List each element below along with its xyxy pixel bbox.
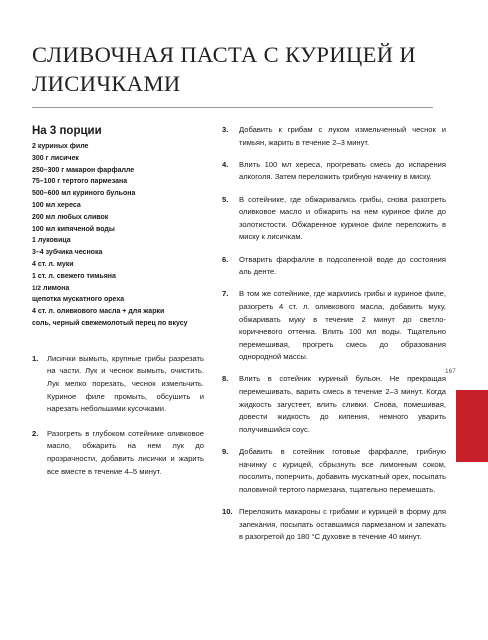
ingredient-item: 100 мл хереса — [32, 201, 81, 209]
steps-list-right — [222, 124, 446, 544]
ingredient-half-lemon-text: лимона — [41, 284, 70, 292]
fraction-half: 1/2 — [32, 284, 42, 292]
step-item — [32, 428, 204, 478]
step-text: Влить в сотейник куриный бульон. Не прекращая перемешивать, варить смесь в течение 2–3 минут. Когда жидкость загустеет, влить сливки. Снова, помешивая, довести жидкость до кипения, немного уварить получившийся соус. — [239, 374, 446, 434]
step-text: Добавить в сотейник готовые фарфалле, грибную начинку с курицей, сбрызнуть все лимонным соком, посолить, поперчить, добавить мускатный орех, посыпать половиной тертого пармезана, тщательно перемешать. — [239, 447, 446, 494]
step-number: 9. — [222, 447, 229, 457]
ingredient-item: соль, черный свежемолотый перец по вкусу — [32, 319, 188, 327]
step-text: В том же сотейнике, где жарились грибы и куриное филе, разогреть 4 ст. л. оливкового масла, добавить муку, обжаривать муку в течение 2 минут до светло-коричневого оттенка. Влить 100 мл воды. Тщательно перемешивая, прогреть смесь до образования однородной массы. — [239, 289, 446, 362]
ingredient-item: 500–600 мл куриного бульона — [32, 190, 136, 198]
ingredient-item: щепотка мускатного ореха — [32, 296, 125, 304]
ingredient-item: 300 г лисичек — [32, 154, 79, 162]
ingredient-item: 1 ст. л. свежего тимьяна — [32, 272, 116, 280]
step-text: В сотейнике, где обжаривались грибы, снова разогреть оливковое масло и обжарить на нем куриное филе до золотистости. Обжаренное куриное филе переложить в миску к лисичкам. — [239, 194, 446, 242]
portions-heading: На 3 порции — [32, 125, 102, 137]
ingredient-item-half-lemon — [32, 283, 204, 295]
ingredient-item: 3–4 зубчика чеснока — [32, 249, 103, 257]
ingredient-item: 75–100 г тертого пармезана — [32, 178, 128, 186]
step-number: 3. — [222, 125, 229, 134]
step-text: Разогреть в глубоком сотейнике оливковое масло, обжарить на нем лук до прозрачности, добавить лисички и жарить все вместе в течение 4–5 минут. — [47, 428, 204, 476]
right-column — [222, 124, 446, 553]
step-number: 6. — [222, 254, 229, 264]
step-item — [222, 373, 446, 436]
ingredient-item: 250–300 г макарон фарфалле — [32, 166, 135, 174]
steps-list-left — [32, 353, 204, 478]
step-text: Отварить фарфалле в подсоленной воде до состояния аль денте. — [239, 254, 446, 277]
step-number: 7. — [222, 289, 229, 299]
ingredient-item: 4 ст. л. оливкового масла + для жарки — [32, 308, 165, 316]
ingredient-item: 200 мл любых сливок — [32, 213, 109, 221]
step-number: 2. — [32, 428, 39, 438]
step-item — [222, 288, 446, 364]
step-item — [222, 506, 446, 544]
page-number: 167 — [445, 368, 456, 375]
ingredient-item: 1 луковица — [32, 237, 71, 245]
step-text: Добавить к грибам с луком измельченный чеснок и тимьян, жарить в течение 2–3 минут. — [239, 125, 446, 147]
ingredient-item: 2 куриных филе — [32, 143, 89, 150]
step-number: 1. — [32, 353, 39, 363]
recipe-title: СЛИВОЧНАЯ ПАСТА С КУРИЦЕЙ И ЛИСИЧКАМИ — [32, 42, 417, 96]
ingredient-item: 100 мл кипяченой воды — [32, 225, 115, 233]
step-text: Переложить макароны с грибами и курицей в форму для запекания, посыпать оставшимся пармезаном и запекать в разогретой до 180 °С духовке в течение 40 минут. — [239, 507, 446, 542]
step-item — [222, 446, 446, 496]
left-column — [32, 124, 204, 490]
step-text: Лисички вымыть, крупные грибы разрезать на части. Лук и чеснок вымыть, очистить. Лук мелко порезать, чеснок измельчить. Куриное филе промыть, обсушить и нарезать небольшими кусочками. — [47, 353, 204, 414]
step-number: 8. — [222, 374, 229, 384]
ingredients-list — [32, 141, 204, 330]
step-item — [222, 194, 446, 244]
title-divider — [32, 107, 433, 108]
red-edge-tab — [456, 390, 488, 462]
step-number: 4. — [222, 159, 229, 169]
step-item — [222, 159, 446, 184]
ingredient-item: 4 ст. л. муки — [32, 260, 74, 268]
step-item — [32, 353, 204, 416]
step-number: 5. — [222, 194, 229, 204]
step-text: Влить 100 мл хереса, прогревать смесь до испарения алкоголя. Затем переложить грибную начинку в миску. — [239, 159, 446, 182]
step-item — [222, 254, 446, 279]
step-item — [222, 124, 446, 149]
step-number: 10. — [222, 507, 233, 516]
